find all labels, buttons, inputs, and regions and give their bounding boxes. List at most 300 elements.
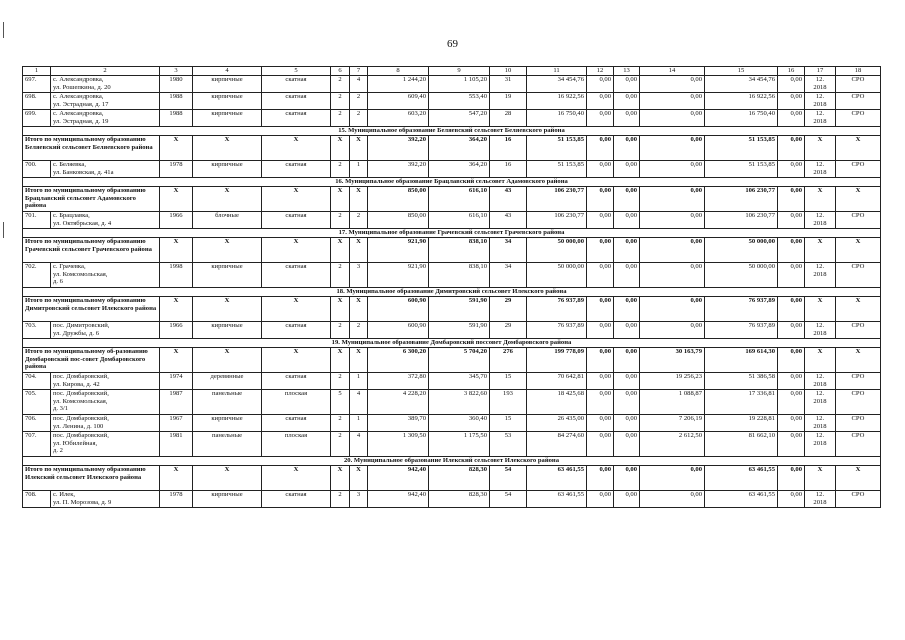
placeholder-x-cell: X bbox=[193, 297, 262, 322]
cost-cell: 81 662,10 bbox=[705, 432, 778, 457]
house-row bbox=[23, 263, 881, 288]
method-cell: СРО bbox=[836, 373, 881, 390]
cost-cell: 0,00 bbox=[587, 76, 614, 93]
section-title: 20. Муниципальное образование Илекский сельсовет Илекского района bbox=[23, 457, 881, 466]
house-row bbox=[23, 212, 881, 229]
term-cell: 12. 2018 bbox=[805, 93, 836, 110]
living-area-cell: 5 704,20 bbox=[429, 348, 490, 373]
cost-cell: 0,00 bbox=[587, 161, 614, 178]
living-area-cell: 828,30 bbox=[429, 491, 490, 508]
living-area-cell: 616,10 bbox=[429, 212, 490, 229]
floors-cell: 2 bbox=[331, 373, 350, 390]
entrances-cell: 3 bbox=[350, 491, 368, 508]
margin-mark-top bbox=[3, 22, 4, 38]
cost-cell: 0,00 bbox=[778, 348, 805, 373]
cost-cell: 16 922,56 bbox=[705, 93, 778, 110]
cost-cell: 0,00 bbox=[614, 212, 640, 229]
cost-cell: 0,00 bbox=[778, 322, 805, 339]
placeholder-x-cell: X bbox=[160, 348, 193, 373]
house-row bbox=[23, 390, 881, 415]
wall-material-cell: кирпичные bbox=[193, 322, 262, 339]
residents-cell: 28 bbox=[490, 110, 527, 127]
cost-cell: 0,00 bbox=[640, 297, 705, 322]
house-row bbox=[23, 432, 881, 457]
cost-cell: 0,00 bbox=[778, 212, 805, 229]
residents-cell: 53 bbox=[490, 432, 527, 457]
cost-cell: 0,00 bbox=[778, 136, 805, 161]
method-cell: СРО bbox=[836, 432, 881, 457]
cost-cell: 106 230,77 bbox=[705, 187, 778, 212]
total-area-cell: 4 228,20 bbox=[368, 390, 429, 415]
cost-cell: 0,00 bbox=[614, 432, 640, 457]
placeholder-x-cell: X bbox=[350, 466, 368, 491]
column-number-cell: 16 bbox=[778, 67, 805, 76]
placeholder-x-cell: X bbox=[836, 348, 881, 373]
method-cell: СРО bbox=[836, 491, 881, 508]
row-number: 708. bbox=[23, 491, 51, 508]
cost-total-cell: 26 435,00 bbox=[527, 415, 587, 432]
placeholder-x-cell: X bbox=[805, 297, 836, 322]
roof-type-cell: скатная bbox=[262, 322, 331, 339]
cost-cell: 34 454,76 bbox=[705, 76, 778, 93]
placeholder-x-cell: X bbox=[262, 238, 331, 263]
living-area-cell: 3 822,60 bbox=[429, 390, 490, 415]
subtotal-label: Итого по муниципальному образованию Беляевский сельсовет Беляевского района bbox=[23, 136, 160, 161]
placeholder-x-cell: X bbox=[160, 466, 193, 491]
column-number-cell: 11 bbox=[527, 67, 587, 76]
subtotal-label: Итого по муниципальному об-разованию Домбаровский пос-совет Домбаровского района bbox=[23, 348, 160, 373]
wall-material-cell: кирпичные bbox=[193, 161, 262, 178]
cost-cell: 50 000,00 bbox=[705, 263, 778, 288]
year-cell: 1981 bbox=[160, 432, 193, 457]
cost-cell: 0,00 bbox=[614, 76, 640, 93]
roof-type-cell: скатная bbox=[262, 76, 331, 93]
cost-cell: 0,00 bbox=[587, 466, 614, 491]
cost-cell: 0,00 bbox=[614, 263, 640, 288]
column-number-cell: 3 bbox=[160, 67, 193, 76]
living-area-cell: 1 105,20 bbox=[429, 76, 490, 93]
page-number: 69 bbox=[447, 38, 458, 50]
placeholder-x-cell: X bbox=[331, 297, 350, 322]
cost-cell: 0,00 bbox=[640, 491, 705, 508]
address-cell: с. Илек, ул. П. Морозова, д. 9 bbox=[51, 491, 160, 508]
address-cell: пос. Домбаровский, ул. Кирова, д. 42 bbox=[51, 373, 160, 390]
cost-cell: 0,00 bbox=[778, 187, 805, 212]
cost-cell: 0,00 bbox=[614, 491, 640, 508]
subtotal-label: Итого по муниципальному образованию Грачевский сельсовет Грачевского района bbox=[23, 238, 160, 263]
cost-cell: 0,00 bbox=[587, 322, 614, 339]
term-cell: 12. 2018 bbox=[805, 76, 836, 93]
term-cell: 12. 2018 bbox=[805, 110, 836, 127]
column-number-cell: 15 bbox=[705, 67, 778, 76]
living-area-cell: 364,20 bbox=[429, 136, 490, 161]
column-number-cell: 2 bbox=[51, 67, 160, 76]
total-area-cell: 603,20 bbox=[368, 110, 429, 127]
term-cell: 12. 2018 bbox=[805, 390, 836, 415]
wall-material-cell: блочные bbox=[193, 212, 262, 229]
address-cell: с. Беляевка, ул. Банковская, д. 41а bbox=[51, 161, 160, 178]
wall-material-cell: кирпичные bbox=[193, 110, 262, 127]
margin-mark-bottom bbox=[3, 222, 4, 238]
cost-cell: 19 256,23 bbox=[640, 373, 705, 390]
residents-cell: 193 bbox=[490, 390, 527, 415]
residents-cell: 29 bbox=[490, 297, 527, 322]
cost-total-cell: 106 230,77 bbox=[527, 187, 587, 212]
placeholder-x-cell: X bbox=[193, 348, 262, 373]
total-area-cell: 392,20 bbox=[368, 161, 429, 178]
cost-cell: 16 750,40 bbox=[705, 110, 778, 127]
cost-cell: 0,00 bbox=[587, 491, 614, 508]
cost-total-cell: 70 642,81 bbox=[527, 373, 587, 390]
floors-cell: 2 bbox=[331, 415, 350, 432]
section-heading-row bbox=[23, 178, 881, 187]
cost-cell: 0,00 bbox=[640, 322, 705, 339]
placeholder-x-cell: X bbox=[331, 238, 350, 263]
cost-cell: 0,00 bbox=[614, 348, 640, 373]
cost-cell: 0,00 bbox=[614, 187, 640, 212]
term-cell: 12. 2018 bbox=[805, 322, 836, 339]
cost-total-cell: 84 274,60 bbox=[527, 432, 587, 457]
placeholder-x-cell: X bbox=[331, 136, 350, 161]
year-cell: 1987 bbox=[160, 390, 193, 415]
placeholder-x-cell: X bbox=[350, 187, 368, 212]
total-area-cell: 389,70 bbox=[368, 415, 429, 432]
section-heading-row bbox=[23, 288, 881, 297]
cost-cell: 0,00 bbox=[778, 466, 805, 491]
cost-cell: 0,00 bbox=[614, 466, 640, 491]
placeholder-x-cell: X bbox=[350, 238, 368, 263]
cost-cell: 0,00 bbox=[640, 238, 705, 263]
column-number-cell: 10 bbox=[490, 67, 527, 76]
entrances-cell: 1 bbox=[350, 373, 368, 390]
floors-cell: 5 bbox=[331, 390, 350, 415]
cost-cell: 0,00 bbox=[587, 297, 614, 322]
address-cell: пос. Домбаровский, ул. Комсомольская, д. 3/1 bbox=[51, 390, 160, 415]
residents-cell: 16 bbox=[490, 161, 527, 178]
entrances-cell: 2 bbox=[350, 212, 368, 229]
floors-cell: 2 bbox=[331, 76, 350, 93]
cost-total-cell: 199 778,09 bbox=[527, 348, 587, 373]
placeholder-x-cell: X bbox=[262, 297, 331, 322]
living-area-cell: 591,90 bbox=[429, 322, 490, 339]
total-area-cell: 942,40 bbox=[368, 466, 429, 491]
placeholder-x-cell: X bbox=[331, 187, 350, 212]
column-number-cell: 9 bbox=[429, 67, 490, 76]
section-title: 16. Муниципальное образование Брацлавский сельсовет Адамовского района bbox=[23, 178, 881, 187]
placeholder-x-cell: X bbox=[836, 466, 881, 491]
year-cell: 1966 bbox=[160, 212, 193, 229]
roof-type-cell: плоская bbox=[262, 432, 331, 457]
cost-total-cell: 50 000,00 bbox=[527, 263, 587, 288]
residents-cell: 34 bbox=[490, 238, 527, 263]
column-number-cell: 12 bbox=[587, 67, 614, 76]
cost-cell: 0,00 bbox=[614, 110, 640, 127]
house-row bbox=[23, 93, 881, 110]
placeholder-x-cell: X bbox=[193, 187, 262, 212]
cost-total-cell: 51 153,85 bbox=[527, 161, 587, 178]
year-cell: 1980 bbox=[160, 76, 193, 93]
cost-total-cell: 16 922,56 bbox=[527, 93, 587, 110]
cost-total-cell: 76 937,89 bbox=[527, 322, 587, 339]
term-cell: 12. 2018 bbox=[805, 373, 836, 390]
entrances-cell: 3 bbox=[350, 263, 368, 288]
column-number-cell: 1 bbox=[23, 67, 51, 76]
house-row bbox=[23, 76, 881, 93]
column-number-cell: 17 bbox=[805, 67, 836, 76]
address-cell: с. Александровка, ул. Эстрадная, д. 17 bbox=[51, 93, 160, 110]
cost-cell: 76 937,89 bbox=[705, 322, 778, 339]
method-cell: СРО bbox=[836, 161, 881, 178]
living-area-cell: 345,70 bbox=[429, 373, 490, 390]
term-cell: 12. 2018 bbox=[805, 212, 836, 229]
total-area-cell: 942,40 bbox=[368, 491, 429, 508]
placeholder-x-cell: X bbox=[836, 187, 881, 212]
cost-total-cell: 76 937,89 bbox=[527, 297, 587, 322]
section-title: 15. Муниципальное образование Беляевский сельсовет Беляевского района bbox=[23, 127, 881, 136]
roof-type-cell: скатная bbox=[262, 161, 331, 178]
placeholder-x-cell: X bbox=[805, 136, 836, 161]
address-cell: пос. Домбаровский, ул. Ленина, д. 100 bbox=[51, 415, 160, 432]
total-area-cell: 609,40 bbox=[368, 93, 429, 110]
cost-cell: 0,00 bbox=[614, 161, 640, 178]
total-area-cell: 1 244,20 bbox=[368, 76, 429, 93]
floors-cell: 2 bbox=[331, 93, 350, 110]
method-cell: СРО bbox=[836, 390, 881, 415]
total-area-cell: 1 309,50 bbox=[368, 432, 429, 457]
row-number: 703. bbox=[23, 322, 51, 339]
year-cell: 1974 bbox=[160, 373, 193, 390]
residents-cell: 19 bbox=[490, 93, 527, 110]
placeholder-x-cell: X bbox=[331, 348, 350, 373]
method-cell: СРО bbox=[836, 263, 881, 288]
placeholder-x-cell: X bbox=[805, 187, 836, 212]
term-cell: 12. 2018 bbox=[805, 491, 836, 508]
entrances-cell: 4 bbox=[350, 432, 368, 457]
residents-cell: 34 bbox=[490, 263, 527, 288]
cost-cell: 51 153,85 bbox=[705, 136, 778, 161]
roof-type-cell: скатная bbox=[262, 415, 331, 432]
residents-cell: 15 bbox=[490, 373, 527, 390]
placeholder-x-cell: X bbox=[262, 187, 331, 212]
cost-cell: 63 461,55 bbox=[705, 466, 778, 491]
living-area-cell: 828,30 bbox=[429, 466, 490, 491]
roof-type-cell: скатная bbox=[262, 212, 331, 229]
placeholder-x-cell: X bbox=[160, 297, 193, 322]
placeholder-x-cell: X bbox=[331, 466, 350, 491]
cost-cell: 76 937,89 bbox=[705, 297, 778, 322]
placeholder-x-cell: X bbox=[262, 466, 331, 491]
cost-cell: 0,00 bbox=[640, 466, 705, 491]
residents-cell: 276 bbox=[490, 348, 527, 373]
roof-type-cell: скатная bbox=[262, 110, 331, 127]
term-cell: 12. 2018 bbox=[805, 263, 836, 288]
total-area-cell: 921,90 bbox=[368, 238, 429, 263]
cost-cell: 0,00 bbox=[640, 110, 705, 127]
roof-type-cell: скатная bbox=[262, 93, 331, 110]
house-row bbox=[23, 415, 881, 432]
column-number-cell: 6 bbox=[331, 67, 350, 76]
placeholder-x-cell: X bbox=[350, 297, 368, 322]
row-number: 704. bbox=[23, 373, 51, 390]
placeholder-x-cell: X bbox=[262, 348, 331, 373]
row-number: 705. bbox=[23, 390, 51, 415]
cost-cell: 63 461,55 bbox=[705, 491, 778, 508]
cost-cell: 51 386,58 bbox=[705, 373, 778, 390]
wall-material-cell: кирпичные bbox=[193, 415, 262, 432]
section-title: 18. Муниципальное образование Димитровский сельсовет Илекского района bbox=[23, 288, 881, 297]
column-number-cell: 4 bbox=[193, 67, 262, 76]
living-area-cell: 616,10 bbox=[429, 187, 490, 212]
roof-type-cell: плоская bbox=[262, 390, 331, 415]
roof-type-cell: скатная bbox=[262, 491, 331, 508]
placeholder-x-cell: X bbox=[262, 136, 331, 161]
column-number-row bbox=[23, 67, 881, 76]
cost-cell: 0,00 bbox=[587, 238, 614, 263]
placeholder-x-cell: X bbox=[805, 238, 836, 263]
floors-cell: 2 bbox=[331, 212, 350, 229]
subtotal-label: Итого по муниципальному образованию Димитровский сельсовет Илекского района bbox=[23, 297, 160, 322]
registry-body bbox=[23, 67, 881, 508]
placeholder-x-cell: X bbox=[350, 348, 368, 373]
registry-table bbox=[22, 66, 881, 508]
residents-cell: 16 bbox=[490, 136, 527, 161]
subtotal-row bbox=[23, 466, 881, 491]
subtotal-row bbox=[23, 136, 881, 161]
cost-cell: 0,00 bbox=[778, 415, 805, 432]
cost-total-cell: 34 454,76 bbox=[527, 76, 587, 93]
residents-cell: 29 bbox=[490, 322, 527, 339]
cost-cell: 0,00 bbox=[640, 263, 705, 288]
row-number: 697. bbox=[23, 76, 51, 93]
address-cell: пос. Димитровский, ул. Дружбы, д. 6 bbox=[51, 322, 160, 339]
year-cell: 1998 bbox=[160, 263, 193, 288]
cost-cell: 51 153,85 bbox=[705, 161, 778, 178]
roof-type-cell: скатная bbox=[262, 263, 331, 288]
cost-cell: 0,00 bbox=[640, 136, 705, 161]
cost-cell: 50 000,00 bbox=[705, 238, 778, 263]
address-cell: с. Александровка, ул. Эстрадная, д. 19 bbox=[51, 110, 160, 127]
row-number: 701. bbox=[23, 212, 51, 229]
residents-cell: 15 bbox=[490, 415, 527, 432]
address-cell: с. Брацлавка, ул. Октябрьская, д. 4 bbox=[51, 212, 160, 229]
cost-cell: 0,00 bbox=[587, 110, 614, 127]
cost-cell: 0,00 bbox=[778, 432, 805, 457]
placeholder-x-cell: X bbox=[193, 466, 262, 491]
row-number: 699. bbox=[23, 110, 51, 127]
cost-cell: 0,00 bbox=[587, 415, 614, 432]
year-cell: 1978 bbox=[160, 491, 193, 508]
method-cell: СРО bbox=[836, 76, 881, 93]
method-cell: СРО bbox=[836, 322, 881, 339]
living-area-cell: 360,40 bbox=[429, 415, 490, 432]
living-area-cell: 838,10 bbox=[429, 263, 490, 288]
wall-material-cell: панельные bbox=[193, 390, 262, 415]
placeholder-x-cell: X bbox=[836, 238, 881, 263]
placeholder-x-cell: X bbox=[160, 136, 193, 161]
subtotal-row bbox=[23, 238, 881, 263]
column-number-cell: 18 bbox=[836, 67, 881, 76]
roof-type-cell: скатная bbox=[262, 373, 331, 390]
living-area-cell: 838,10 bbox=[429, 238, 490, 263]
placeholder-x-cell: X bbox=[836, 297, 881, 322]
total-area-cell: 372,80 bbox=[368, 373, 429, 390]
cost-cell: 0,00 bbox=[778, 373, 805, 390]
subtotal-row bbox=[23, 297, 881, 322]
cost-cell: 0,00 bbox=[587, 432, 614, 457]
method-cell: СРО bbox=[836, 415, 881, 432]
column-number-cell: 14 bbox=[640, 67, 705, 76]
cost-cell: 0,00 bbox=[778, 76, 805, 93]
living-area-cell: 364,20 bbox=[429, 161, 490, 178]
cost-cell: 0,00 bbox=[587, 187, 614, 212]
cost-cell: 0,00 bbox=[778, 297, 805, 322]
cost-cell: 0,00 bbox=[587, 390, 614, 415]
placeholder-x-cell: X bbox=[836, 136, 881, 161]
cost-cell: 0,00 bbox=[614, 373, 640, 390]
method-cell: СРО bbox=[836, 93, 881, 110]
column-number-cell: 7 bbox=[350, 67, 368, 76]
cost-cell: 0,00 bbox=[640, 93, 705, 110]
entrances-cell: 2 bbox=[350, 110, 368, 127]
house-row bbox=[23, 491, 881, 508]
term-cell: 12. 2018 bbox=[805, 432, 836, 457]
row-number: 702. bbox=[23, 263, 51, 288]
cost-cell: 0,00 bbox=[640, 187, 705, 212]
total-area-cell: 600,90 bbox=[368, 322, 429, 339]
column-number-cell: 8 bbox=[368, 67, 429, 76]
placeholder-x-cell: X bbox=[350, 136, 368, 161]
floors-cell: 2 bbox=[331, 432, 350, 457]
residents-cell: 54 bbox=[490, 466, 527, 491]
cost-total-cell: 63 461,55 bbox=[527, 466, 587, 491]
house-row bbox=[23, 161, 881, 178]
total-area-cell: 6 300,20 bbox=[368, 348, 429, 373]
cost-cell: 0,00 bbox=[587, 373, 614, 390]
wall-material-cell: панельные bbox=[193, 432, 262, 457]
cost-total-cell: 50 000,00 bbox=[527, 238, 587, 263]
cost-cell: 169 614,30 bbox=[705, 348, 778, 373]
entrances-cell: 4 bbox=[350, 390, 368, 415]
section-heading-row bbox=[23, 457, 881, 466]
cost-cell: 0,00 bbox=[778, 93, 805, 110]
cost-cell: 0,00 bbox=[614, 93, 640, 110]
wall-material-cell: кирпичные bbox=[193, 93, 262, 110]
cost-cell: 0,00 bbox=[587, 348, 614, 373]
cost-total-cell: 51 153,85 bbox=[527, 136, 587, 161]
cost-cell: 0,00 bbox=[614, 238, 640, 263]
cost-total-cell: 63 461,55 bbox=[527, 491, 587, 508]
row-number: 698. bbox=[23, 93, 51, 110]
cost-cell: 7 206,19 bbox=[640, 415, 705, 432]
placeholder-x-cell: X bbox=[160, 238, 193, 263]
floors-cell: 2 bbox=[331, 322, 350, 339]
cost-cell: 0,00 bbox=[778, 238, 805, 263]
placeholder-x-cell: X bbox=[193, 136, 262, 161]
floors-cell: 2 bbox=[331, 161, 350, 178]
cost-cell: 0,00 bbox=[614, 322, 640, 339]
entrances-cell: 2 bbox=[350, 93, 368, 110]
total-area-cell: 600,90 bbox=[368, 297, 429, 322]
floors-cell: 2 bbox=[331, 263, 350, 288]
cost-cell: 0,00 bbox=[640, 76, 705, 93]
cost-cell: 0,00 bbox=[614, 415, 640, 432]
cost-cell: 0,00 bbox=[640, 161, 705, 178]
residents-cell: 43 bbox=[490, 212, 527, 229]
cost-cell: 0,00 bbox=[614, 297, 640, 322]
subtotal-label: Итого по муниципальному образованию Илекский сельсовет Илекского района bbox=[23, 466, 160, 491]
cost-total-cell: 16 750,40 bbox=[527, 110, 587, 127]
year-cell: 1978 bbox=[160, 161, 193, 178]
